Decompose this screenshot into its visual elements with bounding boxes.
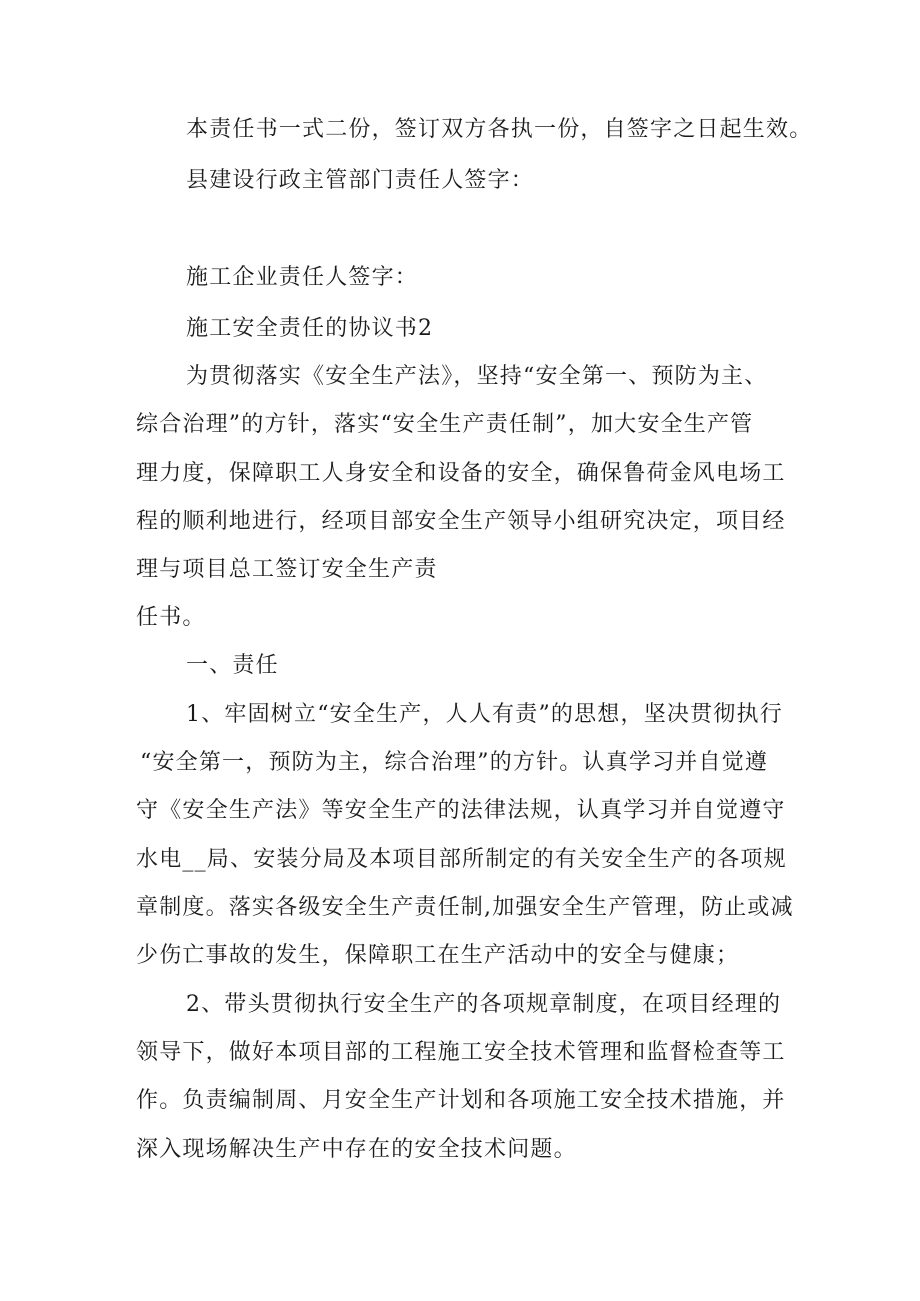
- paragraph-line: 理力度，保障职工人身安全和设备的安全，确保鲁荷金风电场工: [136, 461, 786, 486]
- paragraph-line: 少伤亡事故的发生，保障职工在生产活动中的安全与健康；: [136, 943, 740, 968]
- paragraph-line: 理与项目总工签订安全生产责: [136, 557, 438, 582]
- paragraph-line: 作。负责编制周、月安全生产计划和各项施工安全技术措施，并: [136, 1088, 786, 1113]
- paragraph-line: 综合治理”的方针，落实“安全生产责任制”，加大安全生产管: [136, 412, 754, 437]
- paragraph-line: 为贯彻落实《安全生产法》，坚持“安全第一、预防为主、: [186, 364, 768, 389]
- paragraph-line: 水电__局、安装分局及本项目部所制定的有关安全生产的各项规: [136, 847, 787, 872]
- paragraph-line: “安全第一，预防为主，综合治理”的方针。认真学习并自觉遵: [140, 750, 769, 775]
- paragraph-line: 守《安全生产法》等安全生产的法律法规，认真学习并自觉遵守: [136, 798, 786, 823]
- paragraph-line: 程的顺利地进行，经项目部安全生产领导小组研究决定，项目经: [136, 509, 786, 534]
- paragraph-line: 章制度。落实各级安全生产责任制,加强安全生产管理，防止或减: [136, 895, 794, 920]
- effect-clause-line: 本责任书一式二份，签订双方各执一份，自签字之日起生效。: [186, 117, 813, 142]
- paragraph-line: 2、带头贯彻执行安全生产的各项规章制度，在项目经理的: [186, 992, 782, 1017]
- paragraph-line: 领导下，做好本项目部的工程施工安全技术管理和监督检查等工: [136, 1040, 786, 1065]
- paragraph-line: 1、牢固树立“安全生产，人人有责”的思想，坚决贯彻执行: [186, 702, 783, 727]
- agreement-title: 施工安全责任的协议书2: [186, 316, 434, 341]
- paragraph-line: 任书。: [136, 605, 206, 630]
- authority-signature-line: 县建设行政主管部门责任人签字：: [186, 168, 535, 193]
- company-signature-line: 施工企业责任人签字：: [186, 265, 419, 290]
- section-heading: 一、责任: [186, 653, 279, 678]
- paragraph-line: 深入现场解决生产中存在的安全技术问题。: [136, 1137, 577, 1162]
